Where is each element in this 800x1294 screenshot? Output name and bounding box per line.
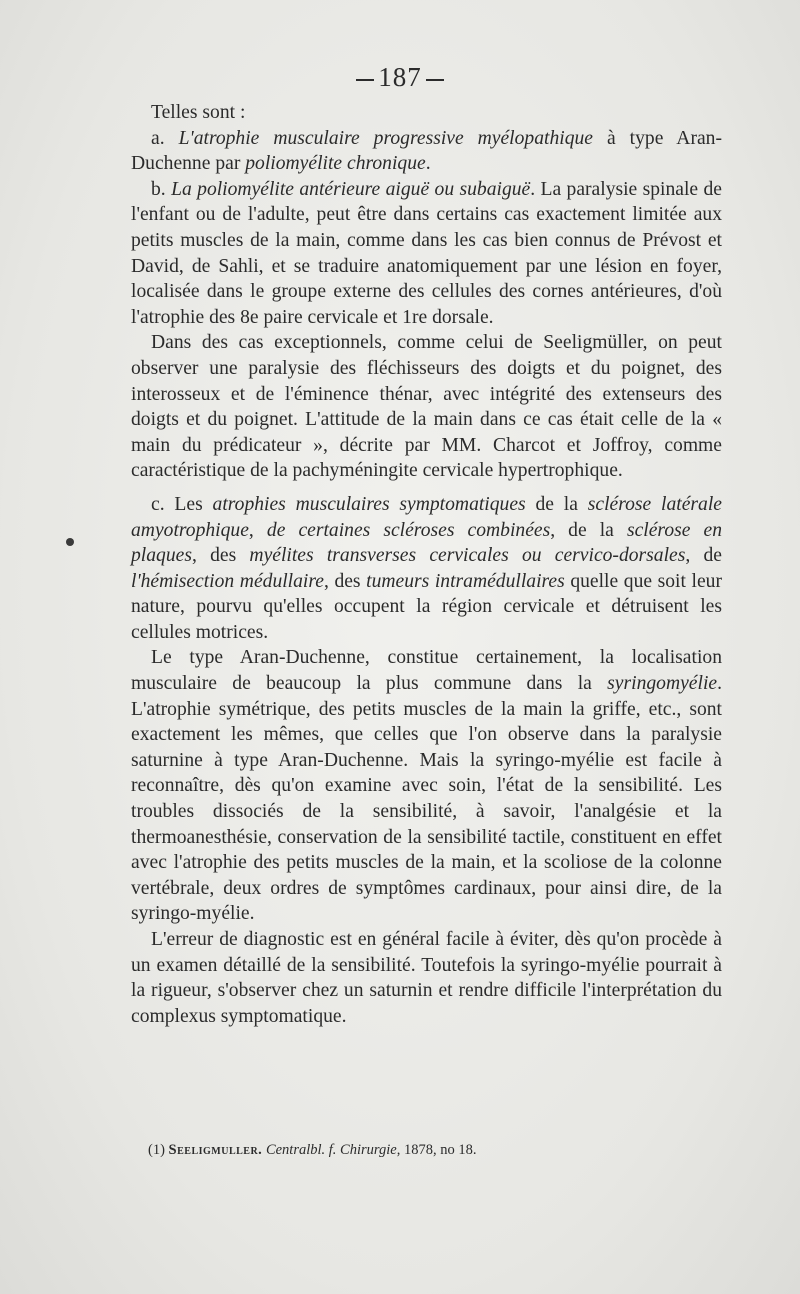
- margin-mark: [66, 538, 74, 546]
- paragraph-seeligmuller: Dans des cas exceptionnels, comme celui de Seeligmüller, on peut observer une paralysie des fléchisseurs des doigts et du poignet, des interosseux et de l'éminence thénar, avec intégrité des extenseurs des doigts et du poignet. L'attitude de la main dans ce cas était celle de la « main du prédicateur », décrite par MM. Charcot et Joffroy, comme caractéristique de la pachyméningite cervicale hypertrophique.: [131, 332, 722, 482]
- paragraph-a: a. L'atrophie musculaire progressive myélopathique à type Aran-Duchenne par poliomyélite chronique.: [131, 127, 722, 175]
- page-number-dash-right: [426, 79, 444, 81]
- body-text: [131, 100, 722, 1029]
- intro-line: Telles sont :: [151, 102, 246, 123]
- paragraph-aran-duchenne: Le type Aran-Duchenne, constitue certainement, la localisation musculaire de beaucoup la plus commune dans la syringomyélie. L'atrophie symétrique, des petits muscles de la main la griffe, etc., sont exactement les mêmes, que celles que l'on observe dans la paralysie saturnine à type Aran-Duchenne. Mais la syringo-myélie est facile à reconnaître, dès qu'on examine avec soin, l'état de la sensibilité. Les troubles dissociés de la sensibilité, à savoir, l'analgésie et la thermoanesthésie, conservation de la sensibilité tactile, constituent en effet avec l'atrophie des petits muscles de la main, et la scoliose de la colonne vertébrale, deux ordres de symptômes cardinaux, pour ainsi dire, de la syringo-myélie.: [131, 647, 722, 925]
- page-number-dash-left: [356, 79, 374, 81]
- footnote: (1) Seeligmuller. Centralbl. f. Chirurgie, 1878, no 18.: [148, 1142, 477, 1158]
- paragraph-b: b. La poliomyélite antérieure aiguë ou subaiguë. La paralysie spinale de l'enfant ou de l'adulte, peut être dans certains cas exactement limitée aux petits muscles de la main, comme dans les cas bien connus de Prévost et David, de Sahli, et se traduire anatomiquement par une lésion en foyer, localisée dans le groupe externe des cellules des cornes antérieures, d'où l'atrophie des 8e paire cervicale et 1re dorsale.: [131, 178, 722, 328]
- paragraph-c: c. Les atrophies musculaires symptomatiques de la sclérose latérale amyotrophique, de certaines scléroses combinées, de la sclérose en plaques, des myélites transverses cervicales ou cervico-dorsales, de l'hémisection médullaire, des tumeurs intramédullaires quelle que soit leur nature, pourvu qu'elles occupent la région cervicale et détruisent les cellules motrices.: [131, 493, 722, 643]
- page-number: 187: [0, 62, 800, 93]
- paragraph-diagnostic: L'erreur de diagnostic est en général facile à éviter, dès qu'on procède à un examen détaillé de la sensibilité. Toutefois la syringo-myélie pourrait à la rigueur, s'observer chez un saturnin et rendre difficile l'interprétation du complexus symptomatique.: [131, 929, 722, 1027]
